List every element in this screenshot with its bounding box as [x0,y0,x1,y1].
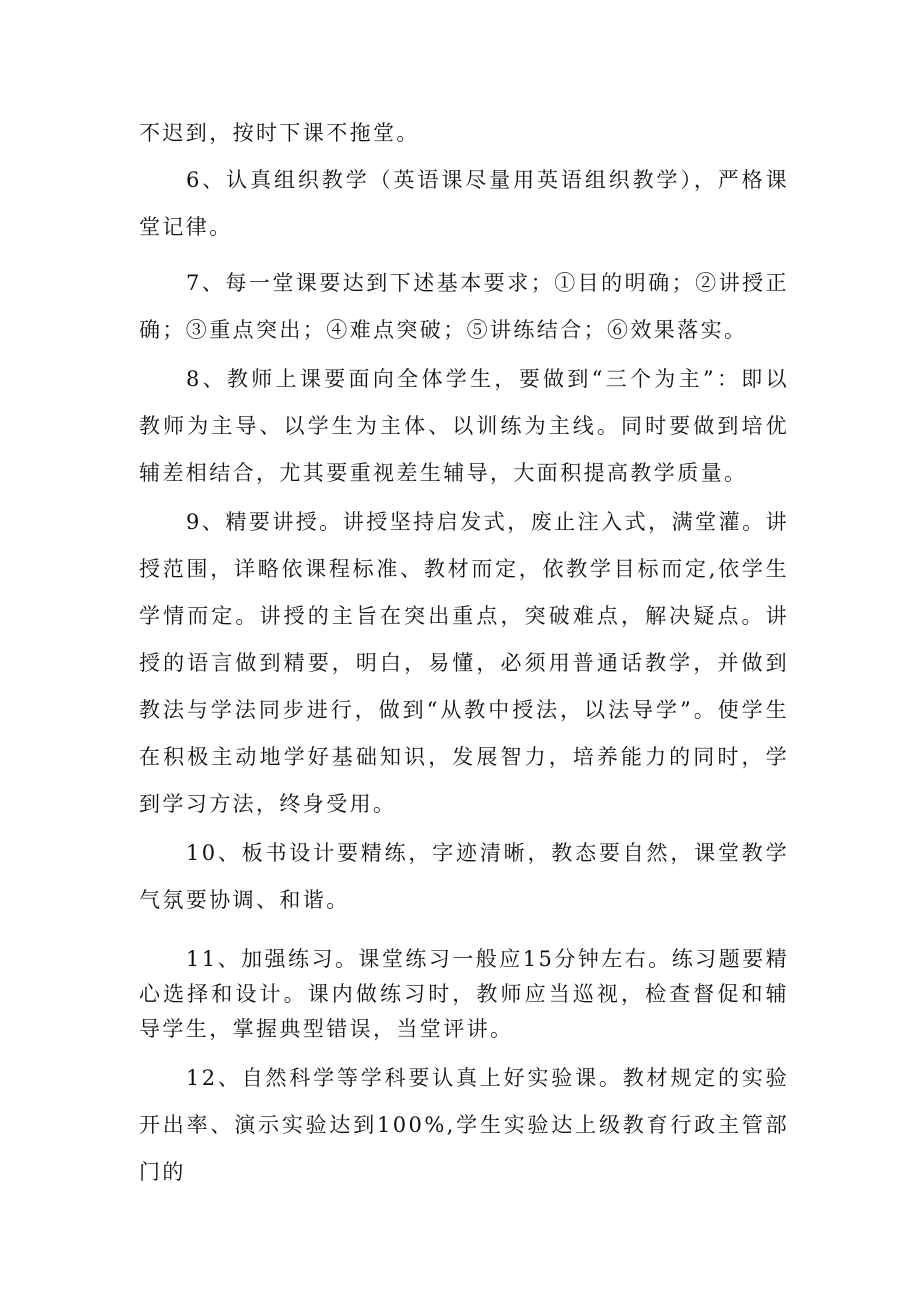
paragraph-item-12: 12、自然科学等学科要认真上好实验课。教材规定的实验开出率、演示实验达到100%,学生实验达上级教育行政主管部门的 [139,1066,789,1184]
paragraph-continuation: 不迟到，按时下课不拖堂。 [139,121,420,145]
paragraph-item-9: 9、精要讲授。讲授坚持启发式，废止注入式，满堂灌。讲授范围，详略依课程标准、教材而定，依教学目标而定,依学生学情而定。讲授的主旨在突出重点，突破难点，解决疑点。讲授的语言做到精要，明白，易懂，必须用普通话教学，并做到教法与学法同步进行，做到“从教中授法，以法导学”。使学生在积极主动地学好基础知识，发展智力，培养能力的同时，学到学习方法，终身受用。 [139,510,789,816]
paragraph-item-6: 6、认真组织教学（英语课尽量用英语组织教学），严格课堂记律。 [139,168,789,239]
paragraph-item-10: 10、板书设计要精练，字迹清晰，教态要自然，课堂教学气氛要协调、和谐。 [139,841,789,912]
paragraph-item-8: 8、教师上课要面向全体学生，要做到“三个为主”：即以教师为主导、以学生为主体、以训练为主线。同时要做到培优辅差相结合，尤其要重视差生辅导，大面积提高教学质量。 [139,367,789,485]
paragraph-item-11: 11、加强练习。课堂练习一般应15分钟左右。练习题要精心选择和设计。课内做练习时，教师应当巡视，检查督促和辅导学生，掌握典型错误，当堂评讲。 [139,947,789,1041]
paragraph-item-7: 7、每一堂课要达到下述基本要求；①目的明确；②讲授正确；③重点突出；④难点突破；⑤讲练结合；⑥效果落实。 [139,271,789,342]
